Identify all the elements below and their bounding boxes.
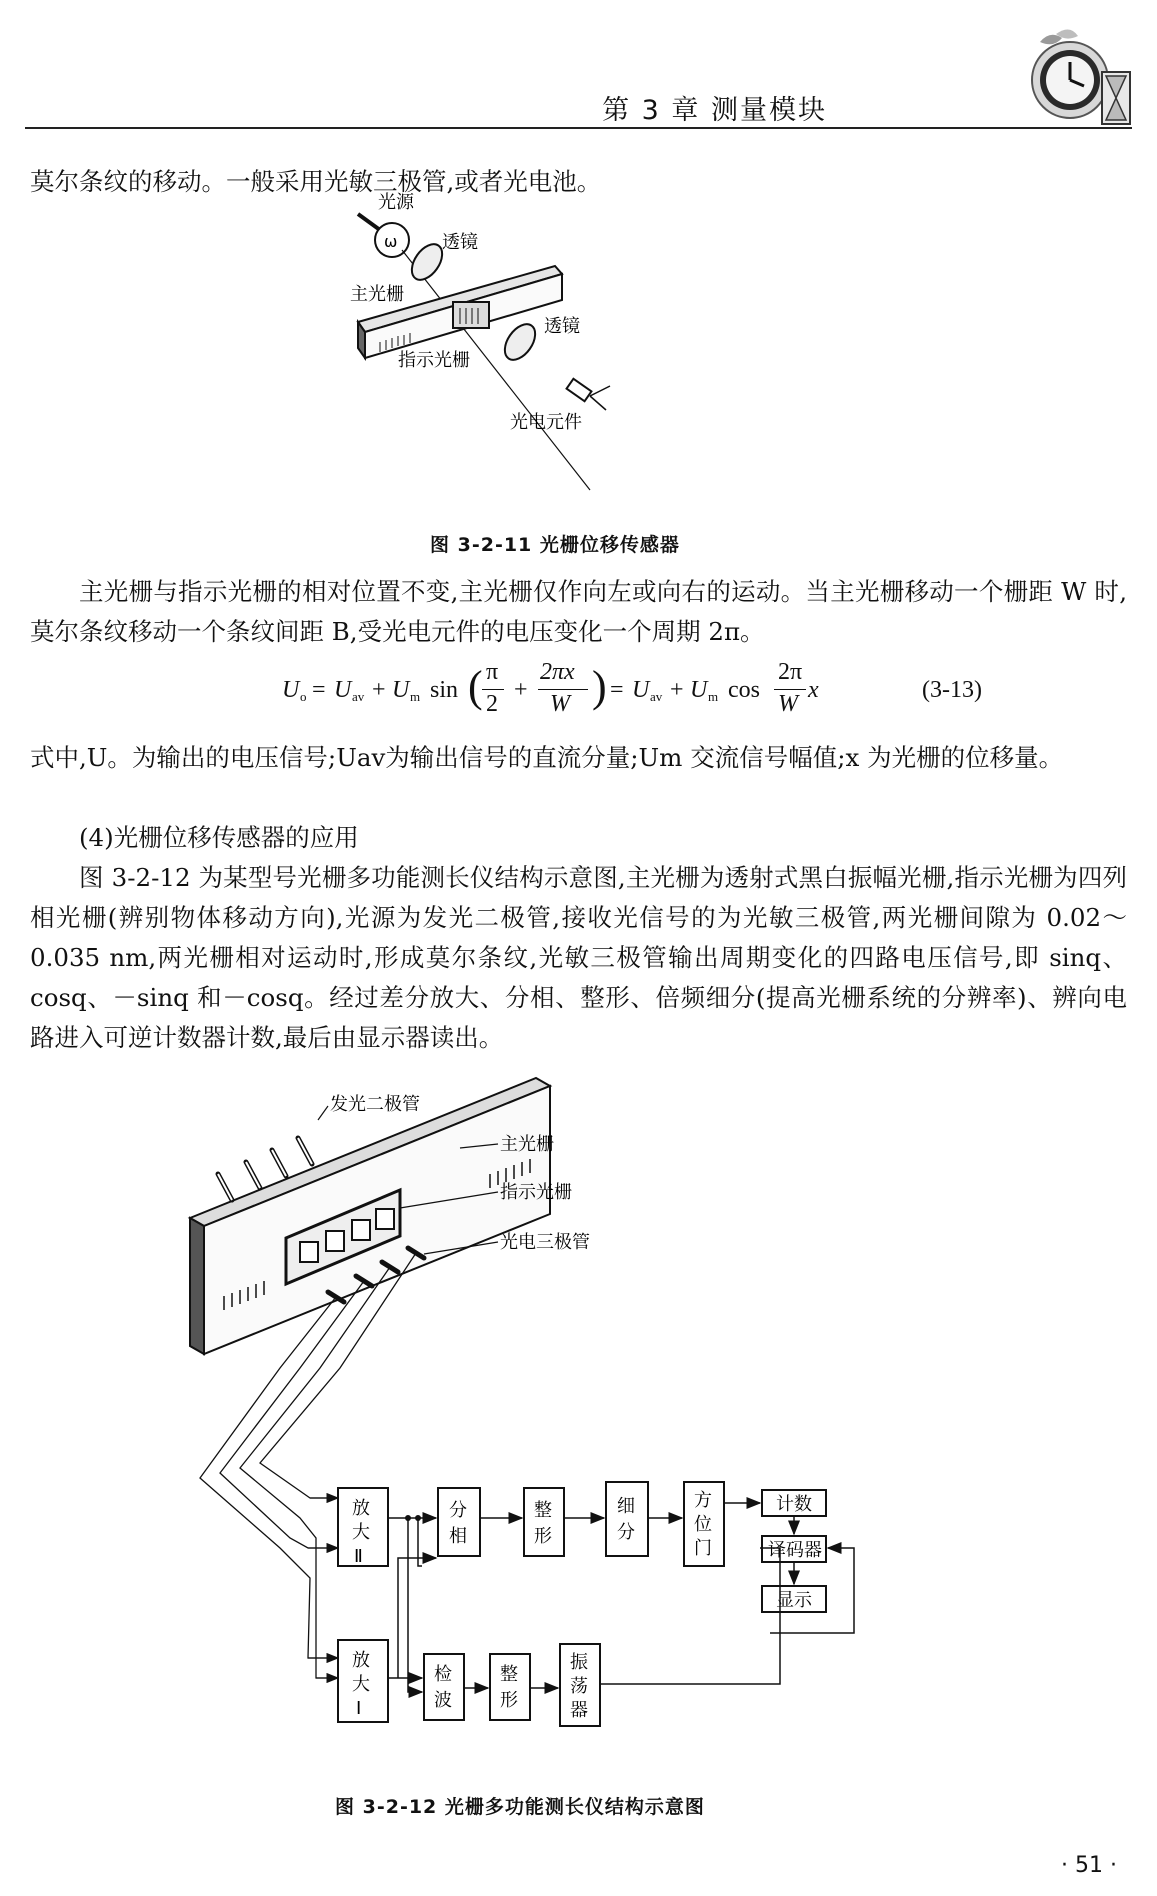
label-phototransistor: 光电三极管 bbox=[500, 1232, 590, 1253]
top-text: 莫尔条纹的移动。一般采用光敏三极管,或者光电池。 bbox=[30, 167, 602, 196]
label-indicator-grating-2: 指示光栅 bbox=[500, 1182, 572, 1203]
block-detect-2: 波 bbox=[434, 1690, 452, 1711]
block-amp2-1: 放 bbox=[352, 1498, 370, 1519]
figure-3-2-11-diagram bbox=[340, 192, 760, 510]
block-phase-1: 分 bbox=[449, 1500, 467, 1521]
block-shape1-2: 形 bbox=[534, 1526, 552, 1547]
block-display: 显示 bbox=[776, 1590, 812, 1611]
chapter-header: 第 3 章 测量模块 bbox=[602, 95, 827, 126]
block-shape2-2: 形 bbox=[500, 1690, 518, 1711]
block-amp2-2: 大 bbox=[352, 1522, 370, 1543]
equation-3-13: U o = U av + U m sin ( π 2 + 2πx W ) = U av + U m cos 2π W x (3-13) bbox=[282, 659, 982, 717]
block-dir-gate-1: 方 bbox=[694, 1490, 712, 1511]
block-shape2-1: 整 bbox=[500, 1664, 518, 1685]
label-indicator-grating: 指示光栅 bbox=[398, 350, 470, 371]
label-photo-element: 光电元件 bbox=[510, 412, 582, 433]
figure-3-2-12-caption: 图 3-2-12 光栅多功能测长仪结构示意图 bbox=[335, 1796, 705, 1818]
label-main-grating-2: 主光栅 bbox=[500, 1134, 554, 1155]
label-lens-1: 透镜 bbox=[442, 232, 478, 253]
clock-hourglass-icon bbox=[1020, 22, 1140, 132]
block-amp2-3: Ⅱ bbox=[354, 1546, 363, 1567]
section-heading: (4)光栅位移传感器的应用 bbox=[79, 823, 359, 852]
block-osc-1: 振 bbox=[570, 1652, 588, 1673]
block-osc-2: 荡 bbox=[570, 1676, 588, 1697]
paragraph-1: 主光栅与指示光栅的相对位置不变,主光栅仅作向左或向右的运动。当主光栅移动一个栅距 W 时,莫尔条纹移动一个条纹间距 B,受光电元件的电压变化一个周期 2π。 bbox=[30, 577, 1127, 646]
svg-text:ω: ω bbox=[384, 232, 398, 251]
paragraph-3: 图 3-2-12 为某型号光栅多功能测长仪结构示意图,主光栅为透射式黑白振幅光栅,指示光栅为四列相光栅(辨别物体移动方向),光源为发光二极管,接收光信号的为光敏三极管,两光栅间隙为 0.02～0.035 nm,两光栅相对运动时,形成莫尔条纹,光敏三极管输出周期变化的四路电压信号,即 sinq、cosq、－sinq 和－cosq。经过差分放大、分相、整形、倍频细分(提高光栅系统的分辨率)、辨向电路进入可逆计数器计数,最后由显示器读出。 bbox=[30, 863, 1127, 1052]
figure-3-2-12-diagram bbox=[170, 1078, 990, 1768]
label-lens-2: 透镜 bbox=[544, 316, 580, 337]
block-dir-gate-2: 位 bbox=[694, 1514, 712, 1535]
figure-3-2-11-caption: 图 3-2-11 光栅位移传感器 bbox=[430, 534, 680, 556]
block-amp1-1: 放 bbox=[352, 1650, 370, 1671]
label-led: 发光二极管 bbox=[330, 1094, 420, 1115]
block-amp1-2: 大 bbox=[352, 1674, 370, 1695]
header-rule bbox=[25, 127, 1132, 129]
block-phase-2: 相 bbox=[449, 1526, 467, 1547]
block-osc-3: 器 bbox=[570, 1700, 588, 1721]
block-amp1-3: Ⅰ bbox=[356, 1698, 362, 1719]
block-counter: 计数 bbox=[776, 1494, 812, 1515]
page-number: · 51 · bbox=[1061, 1853, 1117, 1878]
block-decoder: 译码器 bbox=[768, 1540, 822, 1561]
block-subdiv-1: 细 bbox=[617, 1496, 635, 1517]
block-dir-gate-3: 门 bbox=[694, 1538, 712, 1559]
block-shape1-1: 整 bbox=[534, 1500, 552, 1521]
paragraph-2: 式中,U。为输出的电压信号;Uav为输出信号的直流分量;Um 交流信号幅值;x 为光栅的位移量。 bbox=[30, 743, 1064, 772]
label-light-source: 光源 bbox=[378, 192, 414, 213]
block-subdiv-2: 分 bbox=[617, 1522, 635, 1543]
label-main-grating: 主光栅 bbox=[350, 284, 404, 305]
equation-number: (3-13) bbox=[922, 677, 982, 703]
block-detect-1: 检 bbox=[434, 1664, 452, 1685]
